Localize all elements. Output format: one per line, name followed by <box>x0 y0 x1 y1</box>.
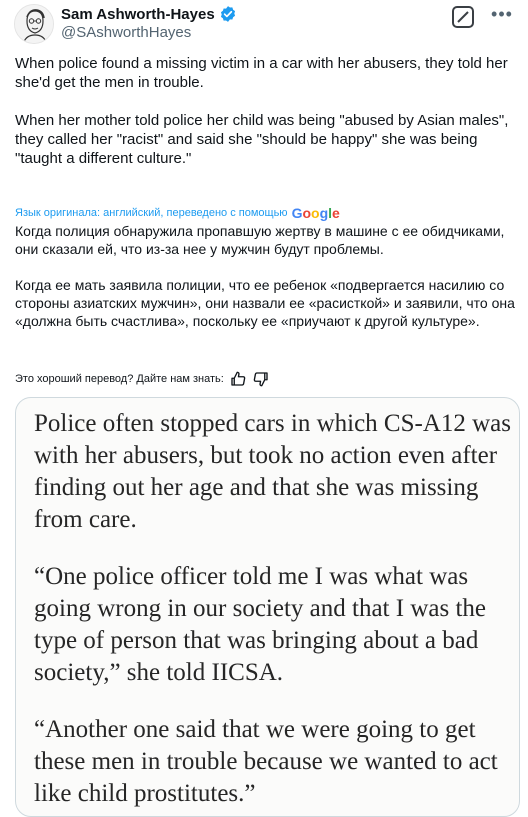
more-options-icon[interactable]: ••• <box>491 4 513 24</box>
avatar-sketch-icon <box>15 5 54 44</box>
quote-paragraph: “One police officer told me I was what was going wrong in our society and that I was the type of person that was bringing about a bad society,” she told IICSA. <box>34 563 486 686</box>
translation-feedback <box>15 370 270 388</box>
feedback-prompt: Это хороший перевод? Дайте нам знать: <box>15 373 224 385</box>
thumbs-up-icon[interactable] <box>229 370 247 388</box>
tweet-translated-text: Когда полиция обнаружила пропавшую жертву в машине с ее обидчиками, они сказали ей, что из-за нее у мужчин будут проблемы. Когда ее мать заявила полиции, что ее ребенок «подвергается насилию со стороны азиатских мужчин», они назвали ее «расисткой» и заявили, что она «должна быть счастлива», поскольку ее «приучают к другой культуре». <box>15 223 515 329</box>
quote-paragraph: Police often stopped cars in which CS-A12 was with her abusers, but took no action even after finding out her age and that she was missing from care. <box>34 410 512 533</box>
handle[interactable]: @SAshworthHayes <box>61 24 192 41</box>
tweet-header <box>0 0 528 48</box>
thumbs-down-icon[interactable] <box>252 370 270 388</box>
tweet-original-text: When police found a missing victim in a car with her abusers, they told her she'd get the men in trouble. When her mother told police her child was being "abused by Asian males", they called her "racist" and said she "should be happy" she was being "taught a different culture." <box>15 55 509 167</box>
grok-icon[interactable] <box>452 6 474 28</box>
image-quote-text <box>34 408 514 817</box>
name-row <box>61 4 237 24</box>
quote-paragraph: “Another one said that we were going to get these men in trouble because we wanted to act like child prostitutes.” <box>34 716 498 807</box>
avatar[interactable] <box>14 4 54 44</box>
grok-slash-icon <box>454 8 472 26</box>
verified-badge-icon <box>219 5 237 23</box>
display-name[interactable]: Sam Ashworth-Hayes <box>61 5 215 23</box>
translation-attribution-label: Язык оригинала: английский, переведено с помощью <box>15 207 288 219</box>
attached-image[interactable] <box>15 397 520 817</box>
google-logo: Google <box>291 205 340 221</box>
translation-attribution[interactable] <box>15 205 340 221</box>
